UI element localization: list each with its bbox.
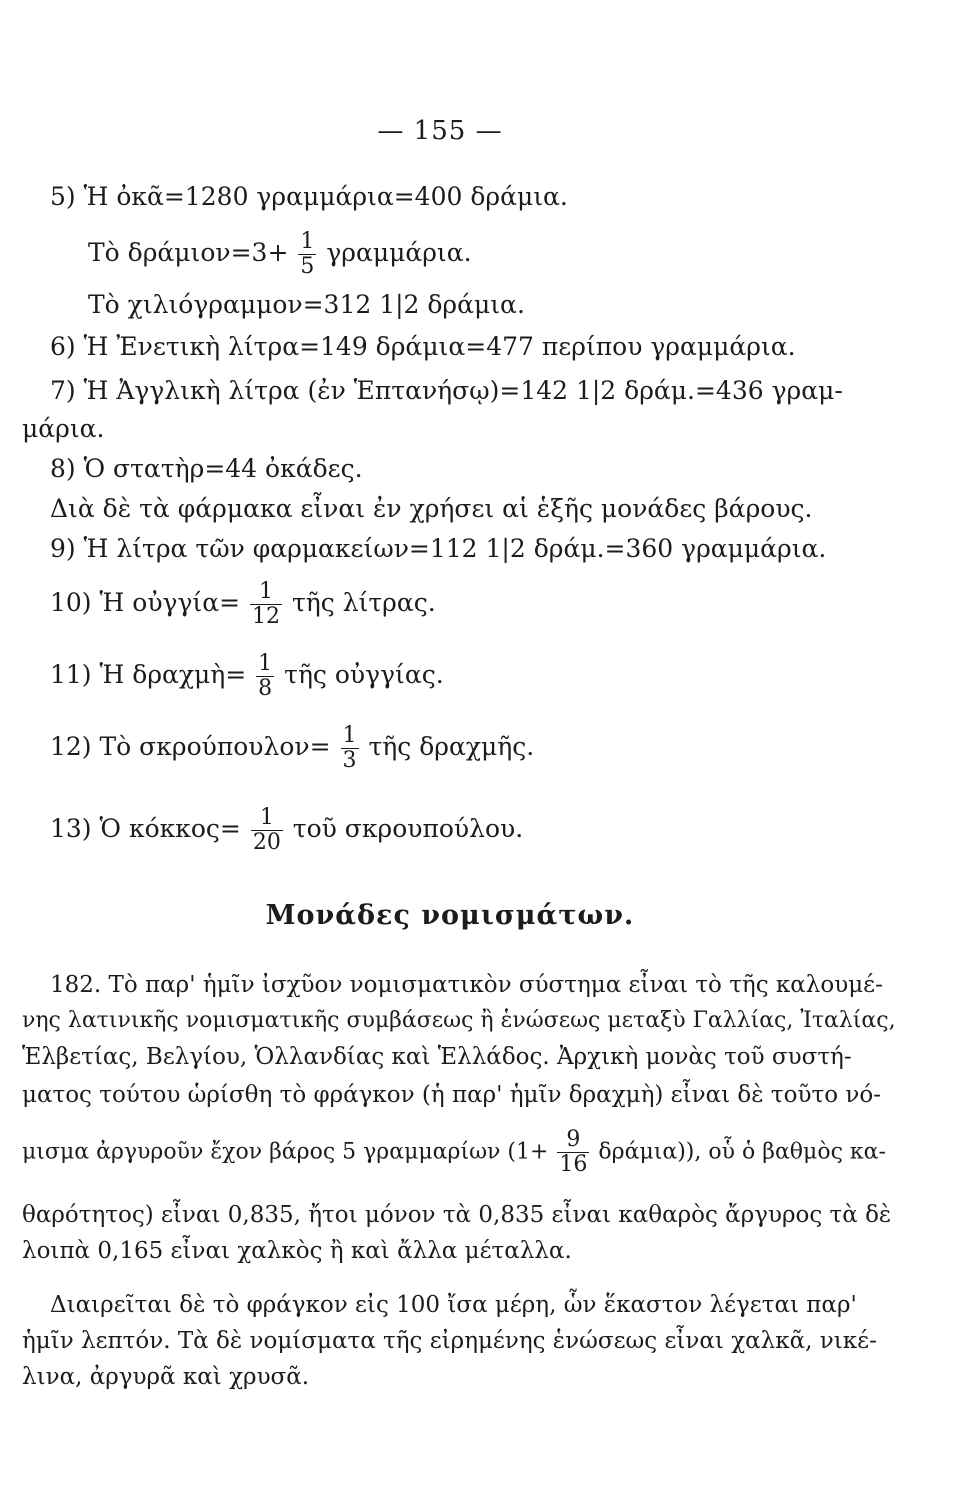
fraction-denominator: 8	[258, 676, 273, 701]
fraction-numerator: 1	[300, 229, 315, 254]
fraction-denominator: 3	[342, 748, 357, 773]
text-segment: τῆς οὐγγίας.	[284, 660, 444, 689]
text-segment: 13) Ὁ κόκκος=	[50, 814, 241, 843]
measure-line-5c: Τὸ χιλιόγραμμον=312 1|2 δράμια.	[88, 290, 525, 319]
measure-line-6: 6) Ἡ Ἐνετικὴ λίτρα=149 δράμια=477 περίπου γραμμάρια.	[50, 332, 796, 361]
fraction-denominator: 5	[300, 254, 315, 279]
paragraph-182-line-2: νης λατινικῆς νομισματικῆς συμβάσεως ἢ ἑνώσεως μεταξὺ Γαλλίας, Ἰταλίας,	[22, 1008, 896, 1033]
measure-line-8: 8) Ὁ στατὴρ=44 ὀκάδες.	[50, 454, 363, 483]
fraction-denominator: 16	[559, 1152, 588, 1177]
text-segment: 10) Ἡ οὐγγία=	[50, 588, 241, 617]
measure-line-10	[50, 580, 436, 629]
fraction-denominator: 20	[252, 830, 281, 855]
fraction-numerator: 1	[258, 651, 273, 676]
fraction-numerator: 1	[251, 806, 283, 831]
text-segment: τῆς δραχμῆς.	[368, 732, 535, 761]
text-segment: Τὸ δράμιον=3+	[88, 238, 289, 267]
measure-line-9: 9) Ἡ λίτρα τῶν φαρμακείων=112 1|2 δράμ.=360 γραμμάρια.	[50, 534, 827, 563]
text-segment: 11) Ἡ δραχμὴ=	[50, 660, 247, 689]
paragraph-2-line-1: Διαιρεῖται δὲ τὸ φράγκον εἰς 100 ἴσα μέρη, ὧν ἕκαστον λέγεται παρ'	[50, 1292, 857, 1318]
fraction-numerator: 9	[557, 1128, 589, 1153]
fraction-numerator: 1	[342, 723, 357, 748]
measure-line-7b: μάρια.	[22, 414, 105, 443]
measure-line-7a: 7) Ἡ Ἀγγλικὴ λίτρα (ἐν Ἑπτανήσῳ)=142 1|2 δράμ.=436 γραμ-	[50, 376, 843, 405]
text-segment: μισμα ἀργυροῦν ἔχον βάρος 5 γραμμαρίων (1+	[22, 1139, 549, 1165]
text-segment: δράμια)), οὗ ὁ βαθμὸς κα-	[598, 1139, 886, 1165]
fraction	[298, 230, 316, 279]
fraction-denominator: 12	[251, 604, 280, 629]
fraction-numerator: 1	[250, 580, 282, 605]
fraction	[256, 652, 274, 701]
measure-line-13	[50, 806, 523, 855]
measure-line-5b	[88, 230, 472, 279]
fraction	[557, 1128, 589, 1177]
text-segment: τῆς λίτρας.	[291, 588, 436, 617]
fraction	[341, 724, 359, 773]
paragraph-2-line-3: λινα, ἀργυρᾶ καὶ χρυσᾶ.	[22, 1364, 310, 1390]
section-heading: Μονάδες νομισμάτων.	[265, 900, 635, 931]
paragraph-182-line-1: 182. Τὸ παρ' ἡμῖν ἰσχῦον νομισματικὸν σύστημα εἶναι τὸ τῆς καλουμέ-	[50, 972, 883, 998]
measure-line-5: 5) Ἡ ὀκᾶ=1280 γραμμάρια=400 δράμια.	[50, 182, 568, 211]
measure-line-8b: Διὰ δὲ τὰ φάρμακα εἶναι ἐν χρήσει αἱ ἑξῆς μονάδες βάρους.	[50, 494, 813, 523]
text-segment: τοῦ σκρουπούλου.	[292, 814, 524, 843]
measure-line-12	[50, 724, 534, 773]
paragraph-2-line-2: ἡμῖν λεπτόν. Τὰ δὲ νομίσματα τῆς εἰρημένης ἑνώσεως εἶναι χαλκᾶ, νικέ-	[22, 1328, 877, 1354]
fraction	[251, 806, 283, 855]
paragraph-182-line-4: ματος τούτου ὡρίσθη τὸ φράγκον (ἡ παρ' ἡμῖν δραχμὴ) εἶναι δὲ τοῦτο νό-	[22, 1082, 881, 1108]
fraction	[250, 580, 282, 629]
text-segment: γραμμάρια.	[326, 238, 472, 267]
measure-line-11	[50, 652, 444, 701]
text-segment: 12) Τὸ σκρούπουλον=	[50, 732, 331, 761]
paragraph-182-line-6: θαρότητος) εἶναι 0,835, ἤτοι μόνον τὰ 0,835 εἶναι καθαρὸς ἄργυρος τὰ δὲ	[22, 1202, 892, 1228]
paragraph-182-line-5	[22, 1128, 886, 1177]
paragraph-182-line-7: λοιπὰ 0,165 εἶναι χαλκὸς ἢ καὶ ἄλλα μέταλλα.	[22, 1238, 572, 1264]
paragraph-182-line-3: Ἑλβετίας, Βελγίου, Ὁλλανδίας καὶ Ἑλλάδος. Ἀρχικὴ μονὰς τοῦ συστή-	[22, 1044, 852, 1070]
page-number: — 155 —	[377, 116, 503, 146]
